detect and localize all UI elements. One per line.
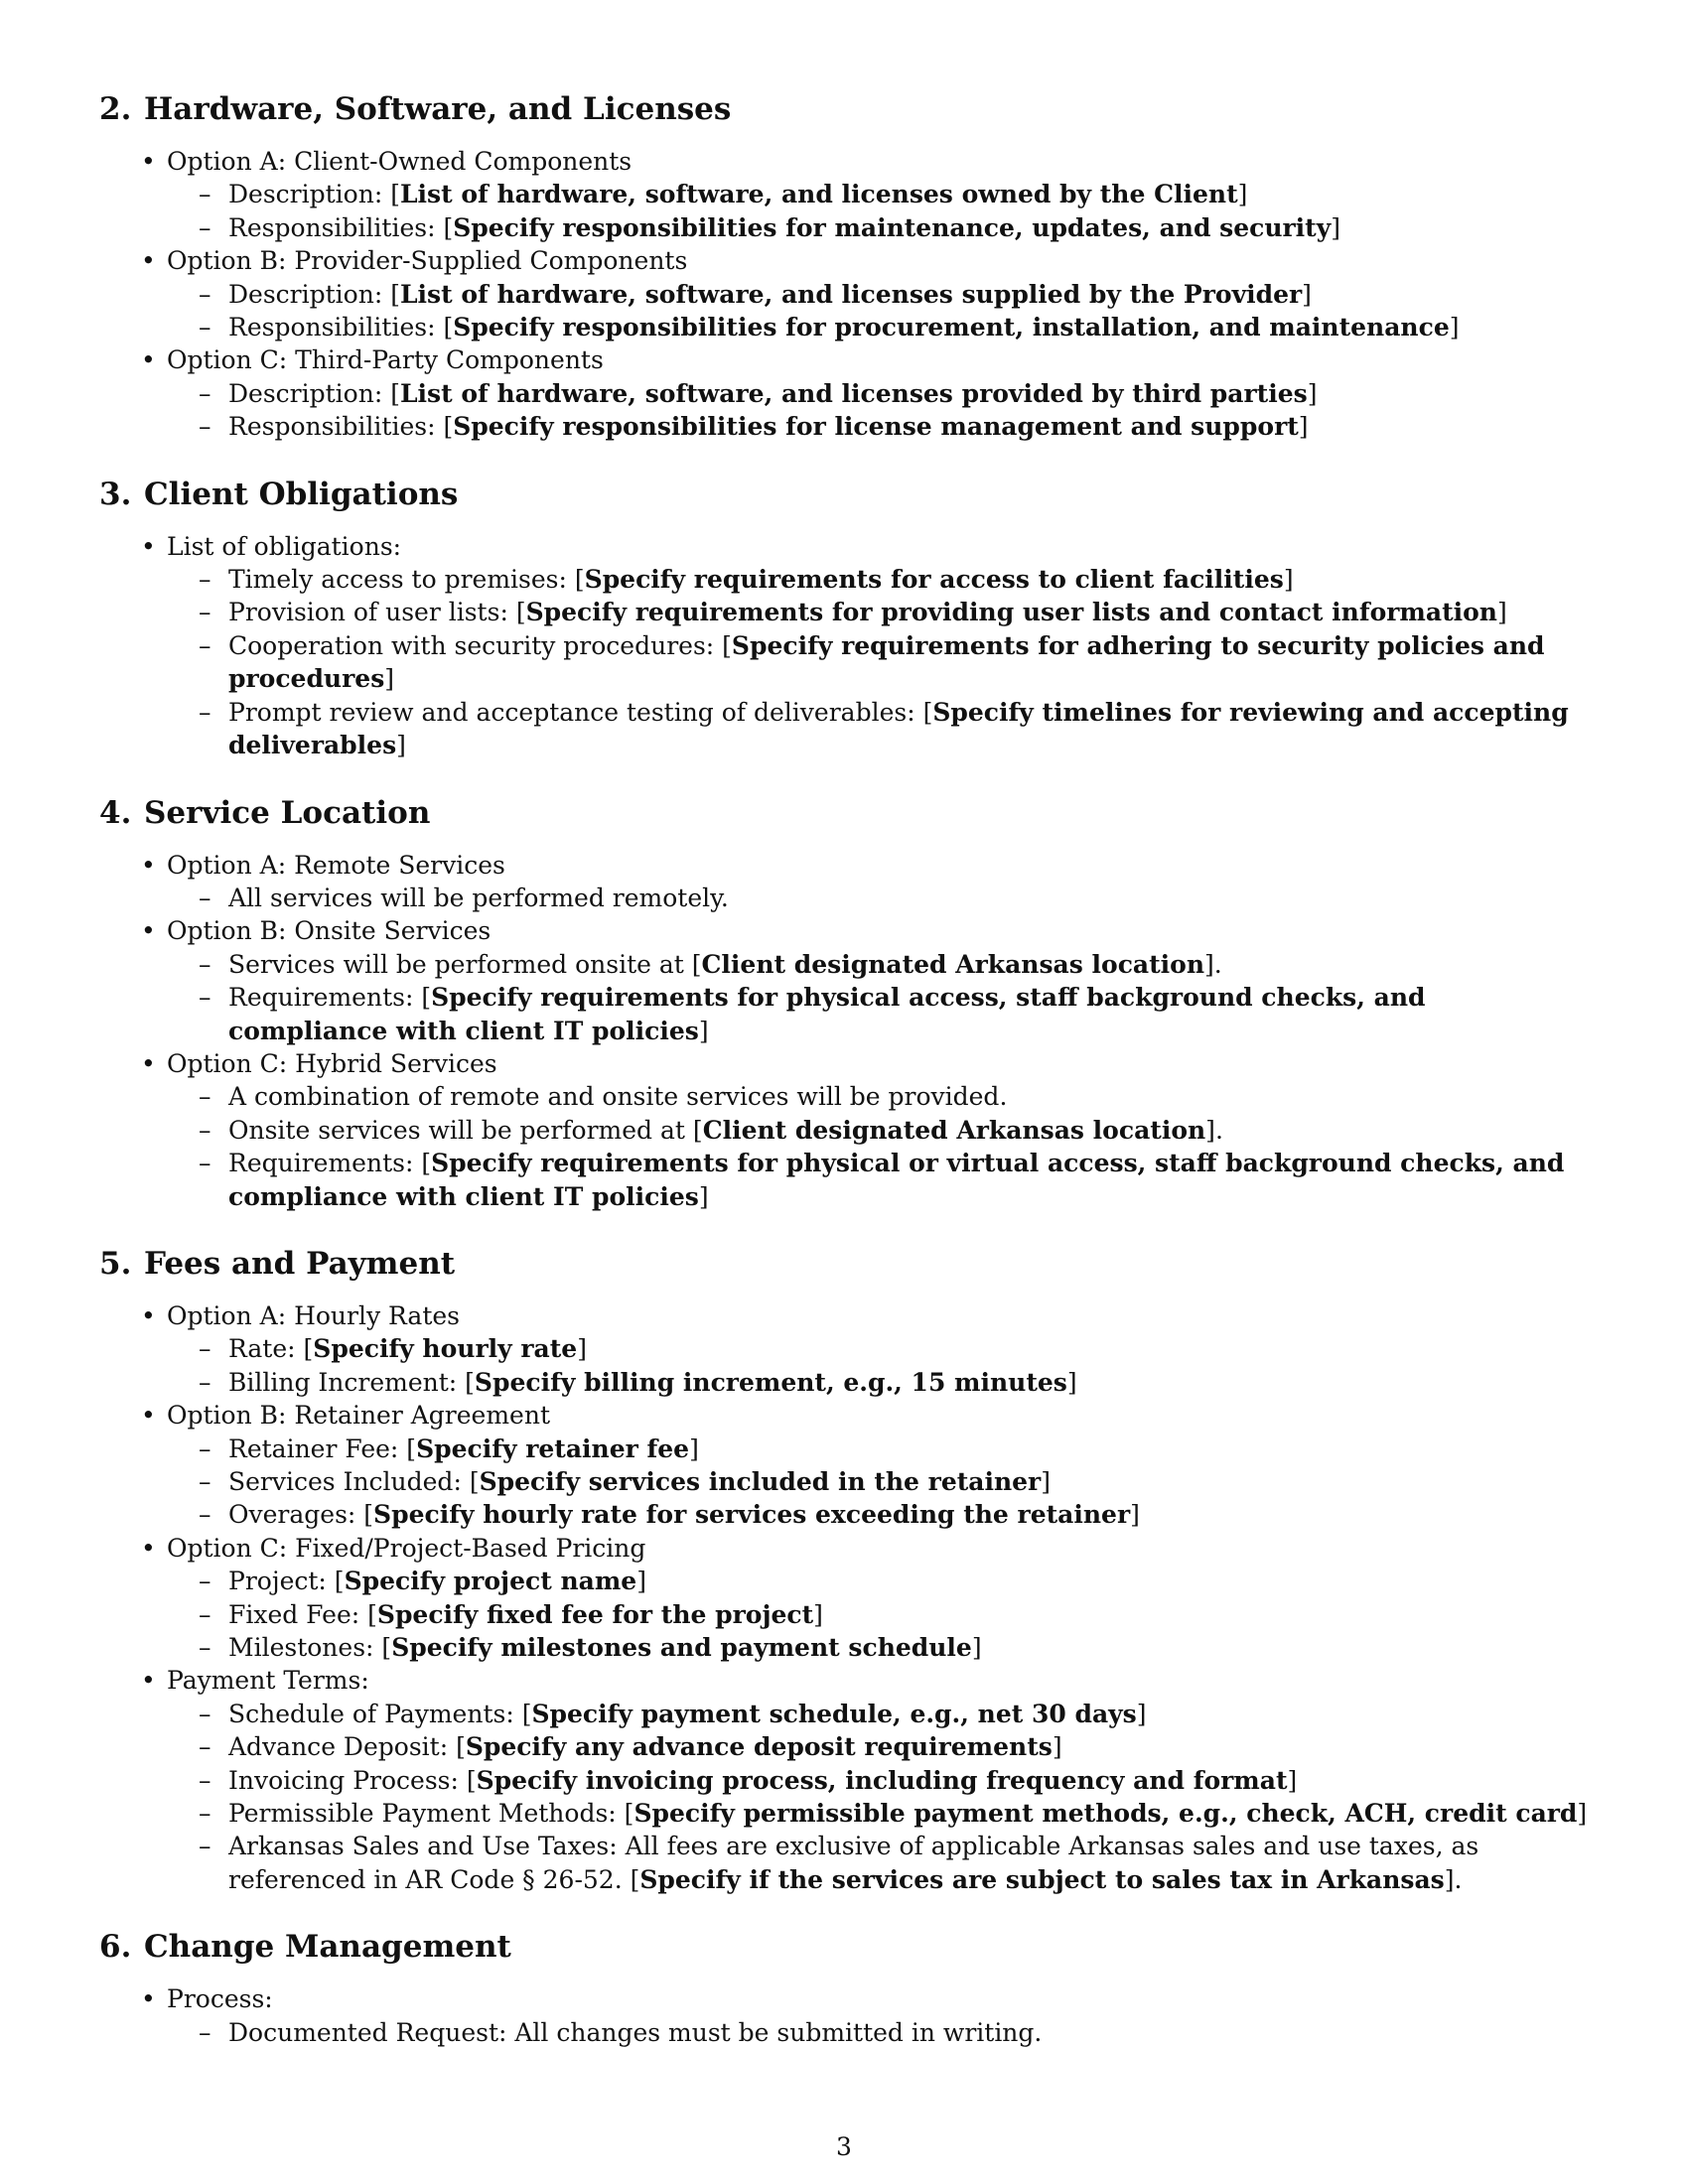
placeholder-text: Specify requirements for physical access, staff background checks, and compliance with client IT policies: [228, 983, 1426, 1045]
placeholder-text: Specify responsibilities for procurement, installation, and maintenance: [453, 313, 1450, 342]
section: [99, 1244, 1589, 1896]
sub-item-label: Requirements:: [228, 1149, 422, 1178]
sub-list: [167, 1565, 1589, 1664]
bullet-item: [167, 1982, 1589, 2049]
bullet-text: Option A: Hourly Rates: [167, 1300, 461, 1330]
placeholder-text: Specify hourly rate: [313, 1334, 578, 1364]
placeholder-text: Specify payment schedule, e.g., net 30 days: [531, 1699, 1137, 1728]
sub-item: – Requirements: [Specify requirements for physical access, staff background checks, and compliance with client IT policies]: [228, 981, 1589, 1047]
sub-item-label: Services will be performed onsite at: [228, 949, 692, 979]
sub-item-label: Services Included:: [228, 1467, 470, 1496]
sub-item: – Services Included: [Specify services included in the retainer]: [228, 1465, 1589, 1498]
sub-item: – Responsibilities: [Specify responsibilities for procurement, installation, and maintenance]: [228, 311, 1589, 343]
section-title: Hardware, Software, and Licenses: [144, 91, 732, 127]
sub-item: – Description: [List of hardware, software, and licenses provided by third parties]: [228, 377, 1589, 410]
sub-item-label: Permissible Payment Methods:: [228, 1799, 625, 1829]
placeholder-text: List of hardware, software, and licenses provided by third parties: [399, 378, 1308, 408]
sub-item: – Invoicing Process: [Specify invoicing process, including frequency and format]: [228, 1764, 1589, 1797]
sub-item: – Overages: [Specify hourly rate for services exceeding the retainer]: [228, 1498, 1589, 1531]
sub-item: – Advance Deposit: [Specify any advance deposit requirements]: [228, 1730, 1589, 1763]
placeholder-text: Specify invoicing process, including frequency and format: [476, 1765, 1288, 1795]
placeholder-text: Specify billing increment, e.g., 15 minutes: [474, 1367, 1067, 1397]
bullet-item: [167, 1532, 1589, 1665]
sub-item: – Rate: [Specify hourly rate]: [228, 1332, 1589, 1365]
placeholder-text: Specify project name: [344, 1567, 637, 1596]
bullet-text: List of obligations:: [167, 531, 402, 561]
sub-item-label: Description:: [228, 279, 391, 309]
bullet-text: Payment Terms:: [167, 1666, 369, 1696]
placeholder-text: Client designated Arkansas location: [701, 949, 1205, 979]
sub-item-label: Responsibilities:: [228, 313, 444, 342]
section-heading: [99, 1927, 1589, 1967]
sub-item: [228, 1080, 1589, 1113]
sub-item-label: Requirements:: [228, 983, 422, 1013]
sub-list: [167, 563, 1589, 761]
sub-item: – Prompt review and acceptance testing of deliverables: [Specify timelines for reviewing and accepting deliverables]: [228, 696, 1589, 762]
bullet-item: [167, 244, 1589, 343]
sub-item: – Permissible Payment Methods: [Specify permissible payment methods, e.g., check, ACH, credit card]: [228, 1797, 1589, 1830]
placeholder-text: List of hardware, software, and licenses supplied by the Provider: [399, 279, 1303, 309]
placeholder-text: Specify requirements for providing user lists and contact information: [525, 598, 1497, 627]
section-heading: [99, 1244, 1589, 1284]
section-number: 4.: [99, 794, 132, 831]
bullet-list: [99, 849, 1589, 1213]
bullet-text: Option C: Third-Party Components: [167, 345, 604, 375]
placeholder-text: Specify requirements for access to client facilities: [584, 565, 1284, 595]
sub-item-label: Rate:: [228, 1334, 304, 1364]
sub-item: – Project: [Specify project name]: [228, 1565, 1589, 1597]
sub-item-label: Documented Request: All changes must be submitted in writing.: [228, 2017, 1043, 2047]
sub-list: [167, 377, 1589, 444]
section-heading: [99, 793, 1589, 833]
sub-item-label: Description:: [228, 180, 391, 209]
bullet-text: Option C: Hybrid Services: [167, 1048, 497, 1078]
sub-item: – Schedule of Payments: [Specify payment schedule, e.g., net 30 days]: [228, 1698, 1589, 1730]
sub-item-label: Fixed Fee:: [228, 1599, 368, 1629]
placeholder-text: Specify permissible payment methods, e.g., check, ACH, credit card: [633, 1799, 1578, 1829]
sub-list: [167, 948, 1589, 1047]
sub-list: [167, 882, 1589, 914]
bullet-text: Option A: Remote Services: [167, 850, 505, 880]
sub-item-label: Description:: [228, 378, 391, 408]
bullet-item: [167, 849, 1589, 915]
section-number: 6.: [99, 1929, 132, 1966]
sub-item-label: Cooperation with security procedures:: [228, 630, 723, 660]
placeholder-text: Specify retainer fee: [416, 1433, 690, 1463]
sub-item-label: Advance Deposit:: [228, 1732, 457, 1762]
bullet-text: Option A: Client-Owned Components: [167, 147, 633, 176]
placeholder-text: Specify hourly rate for services exceeding the retainer: [373, 1500, 1131, 1530]
sub-list: [167, 278, 1589, 344]
placeholder-text: Client designated Arkansas location: [702, 1115, 1206, 1145]
bullet-list: [99, 1982, 1589, 2049]
sub-item-label: Provision of user lists:: [228, 598, 516, 627]
bullet-item: [167, 1399, 1589, 1532]
sub-list: [167, 1698, 1589, 1896]
sub-item-label: Responsibilities:: [228, 412, 444, 442]
placeholder-text: Specify milestones and payment schedule: [391, 1633, 972, 1663]
sub-list: [167, 1433, 1589, 1532]
sub-item-label: Schedule of Payments:: [228, 1699, 522, 1728]
bullet-list: [99, 145, 1589, 444]
sub-item: [228, 2016, 1589, 2049]
section: [99, 475, 1589, 762]
sub-item-label: All services will be performed remotely.: [228, 883, 729, 912]
section-title: Change Management: [144, 1929, 511, 1966]
sub-item: – Billing Increment: [Specify billing increment, e.g., 15 minutes]: [228, 1366, 1589, 1399]
sub-item-label: Overages:: [228, 1500, 364, 1530]
sub-item-label: Prompt review and acceptance testing of deliverables:: [228, 697, 923, 727]
placeholder-text: Specify timelines for reviewing and accepting deliverables: [228, 697, 1569, 760]
sub-item: – Description: [List of hardware, software, and licenses supplied by the Provider]: [228, 278, 1589, 311]
bullet-list: [99, 530, 1589, 762]
bullet-item: [167, 1299, 1589, 1399]
bullet-item: [167, 530, 1589, 762]
sub-item: – Requirements: [Specify requirements for physical or virtual access, staff background checks, and compliance with client IT policies]: [228, 1147, 1589, 1213]
sub-item-label: Arkansas Sales and Use Taxes: All fees are exclusive of applicable Arkansas sales and use taxes, as referenced in AR Code § 26-52.: [228, 1832, 1479, 1894]
section: [99, 89, 1589, 444]
sub-item: – Provision of user lists: [Specify requirements for providing user lists and contact information]: [228, 596, 1589, 628]
document-body: [99, 89, 1589, 2080]
sub-item: – Timely access to premises: [Specify requirements for access to client facilities]: [228, 563, 1589, 596]
sub-item-label: Retainer Fee:: [228, 1433, 407, 1463]
placeholder-text: Specify responsibilities for license management and support: [453, 412, 1299, 442]
sub-item-suffix: .: [1454, 1864, 1463, 1894]
sub-item: – Milestones: [Specify milestones and payment schedule]: [228, 1631, 1589, 1664]
placeholder-text: Specify any advance deposit requirements: [465, 1732, 1053, 1762]
sub-list: [167, 178, 1589, 244]
sub-item-label: Billing Increment:: [228, 1367, 466, 1397]
sub-item: – Fixed Fee: [Specify fixed fee for the project]: [228, 1598, 1589, 1631]
sub-item: – Description: [List of hardware, software, and licenses owned by the Client]: [228, 178, 1589, 210]
sub-item-label: Onsite services will be performed at: [228, 1115, 693, 1145]
sub-item-label: Invoicing Process:: [228, 1765, 467, 1795]
sub-list: [167, 1332, 1589, 1399]
bullet-text: Option B: Onsite Services: [167, 916, 492, 946]
section-number: 2.: [99, 91, 132, 127]
placeholder-text: List of hardware, software, and licenses owned by the Client: [399, 180, 1238, 209]
placeholder-text: Specify responsibilities for maintenance, updates, and security: [453, 212, 1332, 242]
sub-item: – Services will be performed onsite at [Client designated Arkansas location].: [228, 948, 1589, 981]
sub-item: – Onsite services will be performed at [Client designated Arkansas location].: [228, 1114, 1589, 1147]
sub-item-label: Milestones:: [228, 1633, 382, 1663]
bullet-item: [167, 1047, 1589, 1213]
sub-item-label: Project:: [228, 1567, 335, 1596]
sub-item: – Cooperation with security procedures: [Specify requirements for adhering to security policies and procedures]: [228, 629, 1589, 696]
sub-list: [167, 2016, 1589, 2049]
sub-item: – Responsibilities: [Specify responsibilities for license management and support]: [228, 410, 1589, 443]
section-heading: [99, 475, 1589, 514]
sub-list: [167, 1080, 1589, 1213]
sub-item-label: A combination of remote and onsite services will be provided.: [228, 1082, 1008, 1112]
sub-item-suffix: .: [1214, 1115, 1223, 1145]
bullet-item: [167, 343, 1589, 443]
bullet-item: [167, 914, 1589, 1047]
placeholder-text: Specify requirements for physical or virtual access, staff background checks, and compliance with client IT policies: [228, 1149, 1565, 1211]
bullet-text: Option C: Fixed/Project-Based Pricing: [167, 1533, 646, 1563]
section-title: Service Location: [144, 794, 431, 831]
bullet-item: [167, 145, 1589, 244]
sub-item-label: Responsibilities:: [228, 212, 444, 242]
sub-item-label: Timely access to premises:: [228, 565, 575, 595]
section-title: Client Obligations: [144, 476, 459, 512]
section: [99, 1927, 1589, 2049]
bullet-item: [167, 1664, 1589, 1896]
bullet-text: Option B: Provider-Supplied Components: [167, 246, 688, 276]
page-number: 3: [836, 2132, 852, 2161]
sub-item: – Responsibilities: [Specify responsibilities for maintenance, updates, and security]: [228, 211, 1589, 244]
placeholder-text: Specify requirements for adhering to security policies and procedures: [228, 630, 1545, 694]
placeholder-text: Specify fixed fee for the project: [376, 1599, 814, 1629]
bullet-text: Process:: [167, 1984, 273, 2014]
sub-item: – Arkansas Sales and Use Taxes: All fees are exclusive of applicable Arkansas sales and use taxes, as referenced in AR Code § 26-52. [Specify if the services are subject to sales tax in Arkansas].: [228, 1830, 1589, 1896]
section-title: Fees and Payment: [144, 1245, 456, 1282]
bullet-list: [99, 1299, 1589, 1896]
sub-item-suffix: .: [1213, 949, 1222, 979]
section: [99, 793, 1589, 1213]
section-number: 3.: [99, 476, 132, 512]
section-heading: [99, 89, 1589, 129]
section-number: 5.: [99, 1245, 132, 1282]
bullet-text: Option B: Retainer Agreement: [167, 1401, 550, 1431]
sub-item: [228, 882, 1589, 914]
sub-item: – Retainer Fee: [Specify retainer fee]: [228, 1433, 1589, 1465]
placeholder-text: Specify if the services are subject to sales tax in Arkansas: [639, 1864, 1445, 1894]
placeholder-text: Specify services included in the retainer: [479, 1467, 1042, 1496]
